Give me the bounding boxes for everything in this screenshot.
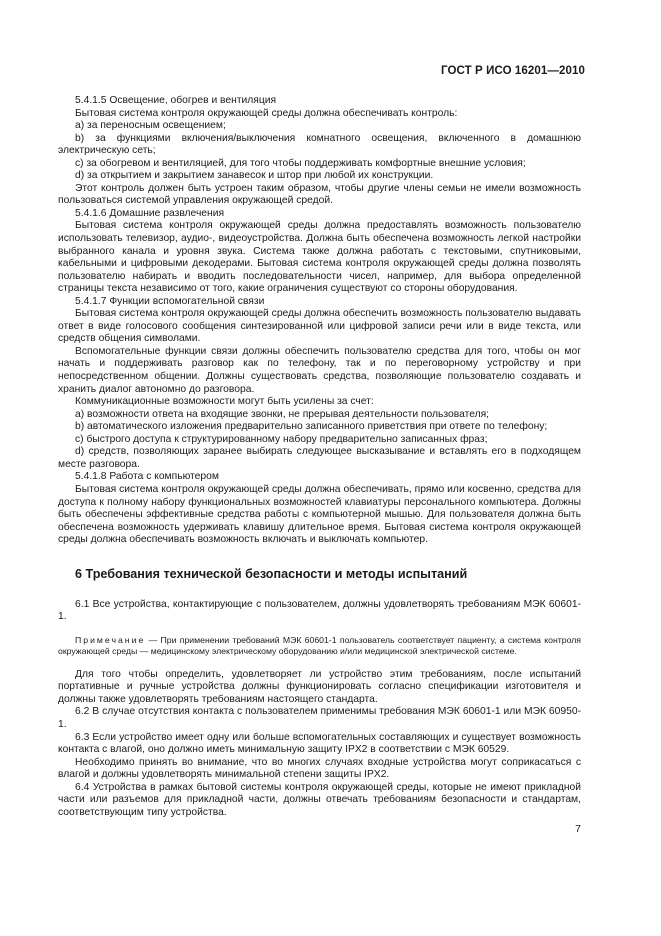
standard-header: ГОСТ Р ИСО 16201—2010 — [440, 65, 585, 77]
section-heading: 6 Требования технической безопасности и методы испытаний — [75, 566, 468, 581]
list-item: b) за функциями включения/выключения комнатного освещения, включенного в домашнюю электрическую сеть; — [58, 132, 581, 157]
paragraph: 6.4 Устройства в рамках бытовой системы контроля окружающей среды, которые не имеют прикладной части или разъемов для прикладной части, должны отвечать требованиям безопасности и стандартам, соответствующим типу устройства. — [58, 781, 581, 818]
note-text: — При применении требований МЭК 60601-1 пользователь соответствует пациенту, а система контроля окружающей среды — медицинскому электрическому оборудованию и/или медицинской электрической системе. — [58, 634, 581, 657]
paragraph: Необходимо принять во внимание, что во многих случаях входные устройства могут соприкасаться с влагой и должны удовлетворять минимальной степени защиты IPX2. — [58, 756, 581, 781]
page-number: 7 — [575, 823, 581, 835]
page-body — [58, 95, 581, 819]
list-item: c) быстрого доступа к структурированному набору предварительно записанных фраз; — [75, 433, 488, 445]
paragraph: 6.3 Если устройство имеет одну или больше вспомогательных составляющих и существует возможность контакта с влагой, оно должно иметь минимальную защиту IPX2 в соответствии с МЭК 60529. — [58, 731, 581, 756]
note-label: Примечание — [75, 634, 146, 645]
list-item: b) автоматического изложения предварительно записанного приветствия при ответе по телефону; — [75, 421, 548, 433]
list-item: d) средств, позволяющих заранее выбирать следующее высказывание и вставлять его в подходящем месте разговора. — [58, 446, 581, 470]
list-item: d) за открытием и закрытием занавесок и штор при любой их конструкции. — [75, 170, 434, 182]
paragraph: Бытовая система контроля окружающей среды должна обеспечивать, прямо или косвенно, средства для доступа к полному набору функциональных возможностей клавиатуры персонального компьютера. Должны быть обеспечены эффективные средства работы с компьютерной мышью. Для пользователя должна быть обеспечена возможность удерживать клавишу длительное время. Бытовая система контроля окружающей среды должна обеспечивать возможность включать и выключать компьютер. — [58, 483, 581, 546]
subsection-title: 5.4.1.5 Освещение, обогрев и вентиляция — [75, 95, 277, 106]
list-item: a) за переносным освещением; — [75, 120, 226, 132]
paragraph: Вспомогательные функции связи должны обеспечить пользователю средства для того, чтобы он мог начать и поддерживать разговор как по телефону, так и по переговорному устройству и при непосредственном общении. Должны существовать средства, позволяющие пользователю создавать и хранить диалог автономно до разговора. — [58, 345, 581, 395]
subsection-title: 5.4.1.8 Работа с компьютером — [75, 471, 219, 483]
paragraph: Бытовая система контроля окружающей среды должна обеспечить возможность пользователю выдавать ответ в виде голосового сообщения синтезированной или цифровой записи речи или в виде текста, или средств общения символами. — [58, 308, 581, 345]
subsection-title: 5.4.1.7 Функции вспомогательной связи — [75, 295, 265, 307]
list-item: c) за обогревом и вентиляцией, для того чтобы поддерживать комфортные внешние условия; — [75, 157, 526, 169]
paragraph: Бытовая система контроля окружающей среды должна предоставлять возможность пользователю использовать телевизор, аудио-, видеоустройства. Должна быть обеспечена возможность легкой настройки выбранного канала и уровня звука. Система также должна работать с текстовыми, спутниковыми, кабельными и цифровыми декодерами. Бытовая система контроля окружающей среды должна позволять пользователю набирать и вводить последовательности чисел, например, для выбора определенной страницы текста независимо от того, какие ограничения существуют со стороны оборудования. — [58, 220, 581, 295]
paragraph: Бытовая система контроля окружающей среды должна обеспечивать контроль: — [75, 107, 458, 119]
subsection-title: 5.4.1.6 Домашние развлечения — [75, 207, 225, 219]
paragraph: Для того чтобы определить, удовлетворяет ли устройство этим требованиям, после испытаний портативные и ручные устройства должны функционировать согласно спецификации изготовителя и должны также удовлетворять требованиям настоящего стандарта. — [58, 668, 581, 705]
note — [58, 635, 581, 658]
paragraph: 6.1 Все устройства, контактирующие с пользователем, должны удовлетворять требованиям МЭК 60601-1. — [58, 598, 581, 623]
paragraph: 6.2 В случае отсутствия контакта с пользователем применимы требования МЭК 60601-1 или МЭК 60950-1. — [58, 706, 581, 730]
paragraph: Коммуникационные возможности могут быть усилены за счет: — [75, 396, 374, 408]
paragraph: Этот контроль должен быть устроен таким образом, чтобы другие члены семьи не имели возможность пользоваться системой управления окружающей средой. — [58, 182, 581, 207]
list-item: a) возможности ответа на входящие звонки, не прерывая деятельности пользователя; — [75, 408, 490, 420]
